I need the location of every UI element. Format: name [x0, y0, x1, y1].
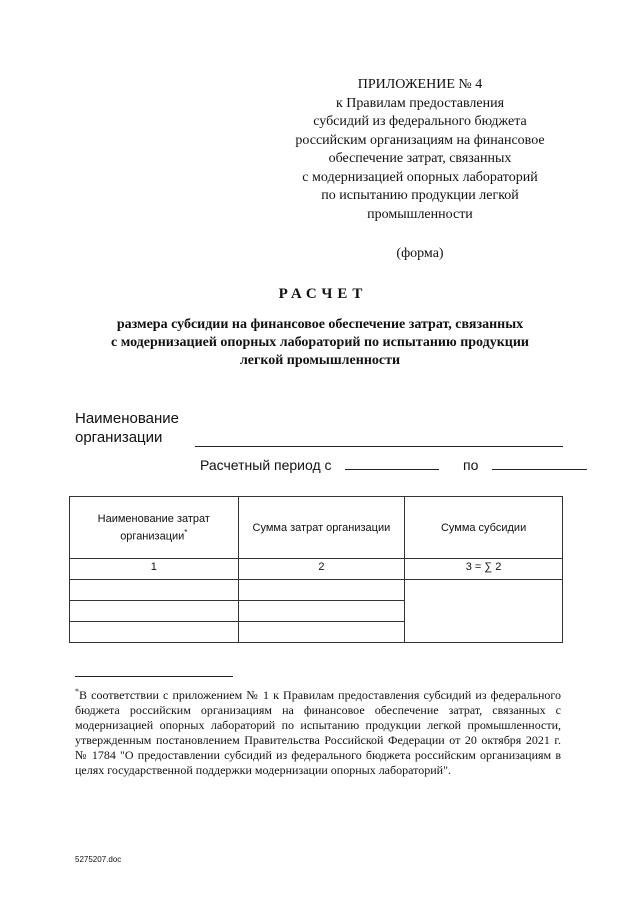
- calculation-table: [69, 496, 563, 643]
- form-note: (форма): [396, 246, 444, 261]
- appendix-number: ПРИЛОЖЕНИЕ № 4: [357, 77, 483, 92]
- period-to-label: по: [463, 457, 479, 473]
- appendix-line: к Правилам предоставления: [335, 95, 505, 111]
- subtitle-line: легкой промышленности: [239, 353, 401, 368]
- column-number-1: 1: [70, 559, 239, 580]
- appendix-line: российским организациям на финансовое: [295, 132, 545, 148]
- organization-label-line2: организации: [75, 429, 163, 446]
- footnote-divider: [75, 676, 233, 677]
- table-header-row: [70, 497, 563, 559]
- subtitle-line: с модернизацией опорных лабораторий по испытанию продукции: [111, 335, 529, 350]
- organization-label-line1: Наименование: [75, 410, 179, 427]
- header-subsidy-sum: Сумма субсидии: [405, 497, 563, 559]
- appendix-line: с модернизацией опорных лабораторий: [302, 169, 538, 185]
- appendix-line: обеспечение затрат, связанных: [328, 151, 512, 166]
- subtitle-line: размера субсидии на финансовое обеспечение затрат, связанных: [116, 317, 524, 332]
- table-row: [70, 580, 563, 601]
- organization-label: [75, 409, 179, 447]
- table-cell[interactable]: [70, 601, 239, 622]
- appendix-header: [270, 76, 570, 264]
- organization-name-field[interactable]: [195, 446, 563, 447]
- period-end-field[interactable]: [492, 455, 587, 470]
- table-number-row: [70, 559, 563, 580]
- column-number-3: 3 = ∑ 2: [405, 559, 563, 580]
- header-cost-name: Наименование затрат организации*: [70, 497, 239, 559]
- table-cell[interactable]: [70, 622, 239, 643]
- table-cell[interactable]: [238, 622, 405, 643]
- footnote-mark: *: [75, 687, 79, 696]
- table-cell[interactable]: [238, 580, 405, 601]
- footnote-mark: *: [184, 527, 188, 537]
- appendix-line: субсидий из федерального бюджета: [313, 114, 527, 129]
- table-cell[interactable]: [70, 580, 239, 601]
- column-number-2: 2: [238, 559, 405, 580]
- table-cell[interactable]: [238, 601, 405, 622]
- period-label: Расчетный период с: [200, 457, 332, 473]
- header-cost-sum: Сумма затрат организации: [238, 497, 405, 559]
- subsidy-total-cell[interactable]: [405, 580, 563, 643]
- period-row: [200, 455, 587, 473]
- appendix-line: промышленности: [367, 206, 473, 222]
- file-name: 5275207.doc: [75, 855, 122, 864]
- document-title: РАСЧЕТ: [278, 286, 368, 302]
- appendix-line: по испытанию продукции легкой: [321, 188, 519, 203]
- period-start-field[interactable]: [345, 455, 439, 470]
- footnote-text: В соответствии с приложением № 1 к Правилам предоставления субсидий из федерального бюджета российским организациям на финансовое обеспечение затрат, связанных с модернизацией опорных лабораторий по испытанию продукции легкой промышленности, утвержденным постановлением Правительства Российской Федерации от 20 октября 2021 г. № 1784 "О предоставлении субсидий из федерального бюджета российским организациям в целях государственной поддержки модернизации опорных лабораторий".: [75, 688, 561, 777]
- document-subtitle: [80, 316, 560, 370]
- footnote: [75, 684, 561, 778]
